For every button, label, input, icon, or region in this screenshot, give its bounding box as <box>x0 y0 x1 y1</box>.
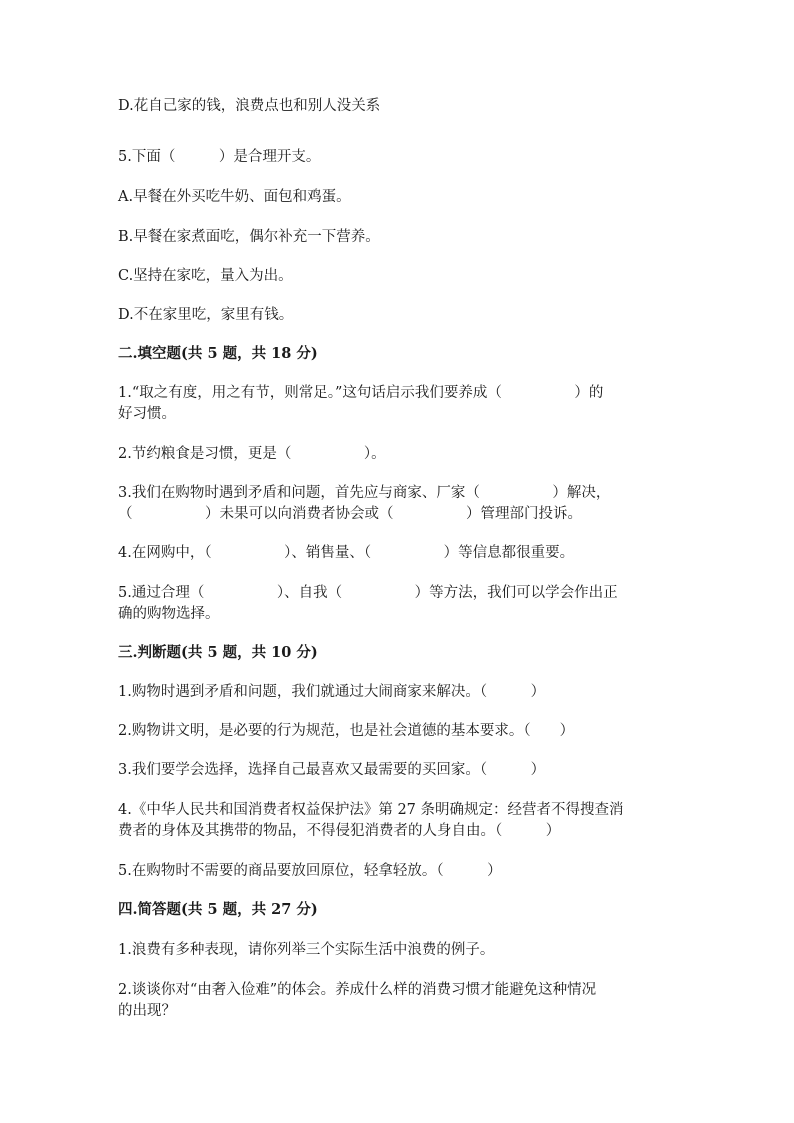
judge-q5: 5.在购物时不需要的商品要放回原位，轻拿轻放。（ ） <box>118 863 502 879</box>
fill-q1-line1: 1.“取之有度，用之有节，则常足。”这句话启示我们要养成（ ）的 <box>118 385 604 401</box>
short-q1: 1.浪费有多种表现，请你列举三个实际生活中浪费的例子。 <box>118 942 495 958</box>
fill-q5-line2: 确的购物选择。 <box>118 606 220 622</box>
fill-q1-line2: 好习惯。 <box>118 406 176 422</box>
fill-q5-line1: 5.通过合理（ ）、自我（ ）等方法，我们可以学会作出正 <box>118 585 618 601</box>
judge-q2: 2.购物讲文明，是必要的行为规范，也是社会道德的基本要求。（ ） <box>118 723 575 739</box>
fill-q3-line2: （ ）未果可以向消费者协会或（ ）管理部门投诉。 <box>118 506 582 522</box>
q5-option-b: B.早餐在家煮面吃，偶尔补充一下营养。 <box>118 229 380 245</box>
q5-option-d: D.不在家里吃，家里有钱。 <box>118 307 294 323</box>
section2-title: 二.填空题(共 5 题，共 18 分) <box>118 345 318 362</box>
short-q2-line1: 2.谈谈你对“由奢入俭难”的体会。养成什么样的消费习惯才能避免这种情况 <box>118 982 597 998</box>
short-q2-line2: 的出现？ <box>118 1003 176 1019</box>
q5-stem: 5.下面（ ）是合理开支。 <box>118 149 321 165</box>
q4-option-d: D.花自己家的钱，浪费点也和别人没关系 <box>118 98 381 114</box>
judge-q4-line2: 费者的身体及其携带的物品，不得侵犯消费者的人身自由。（ ） <box>118 823 561 839</box>
fill-q3-line1: 3.我们在购物时遇到矛盾和问题，首先应与商家、厂家（ ）解决， <box>118 485 611 501</box>
q5-option-a: A.早餐在外买吃牛奶、面包和鸡蛋。 <box>118 189 351 205</box>
section3-title: 三.判断题(共 5 题，共 10 分) <box>118 644 318 661</box>
judge-q4-line1: 4.《中华人民共和国消费者权益保护法》第 27 条明确规定：经营者不得搜查消 <box>118 802 624 818</box>
section4-title: 四.简答题(共 5 题，共 27 分) <box>118 901 318 918</box>
fill-q2: 2.节约粮食是习惯，更是（ ）。 <box>118 446 386 462</box>
judge-q3: 3.我们要学会选择，选择自己最喜欢又最需要的买回家。（ ） <box>118 762 546 778</box>
fill-q4: 4.在网购中，（ ）、销售量、（ ）等信息都很重要。 <box>118 545 575 561</box>
judge-q1: 1.购物时遇到矛盾和问题，我们就通过大闹商家来解决。（ ） <box>118 684 546 700</box>
q5-option-c: C.坚持在家吃，量入为出。 <box>118 268 293 284</box>
